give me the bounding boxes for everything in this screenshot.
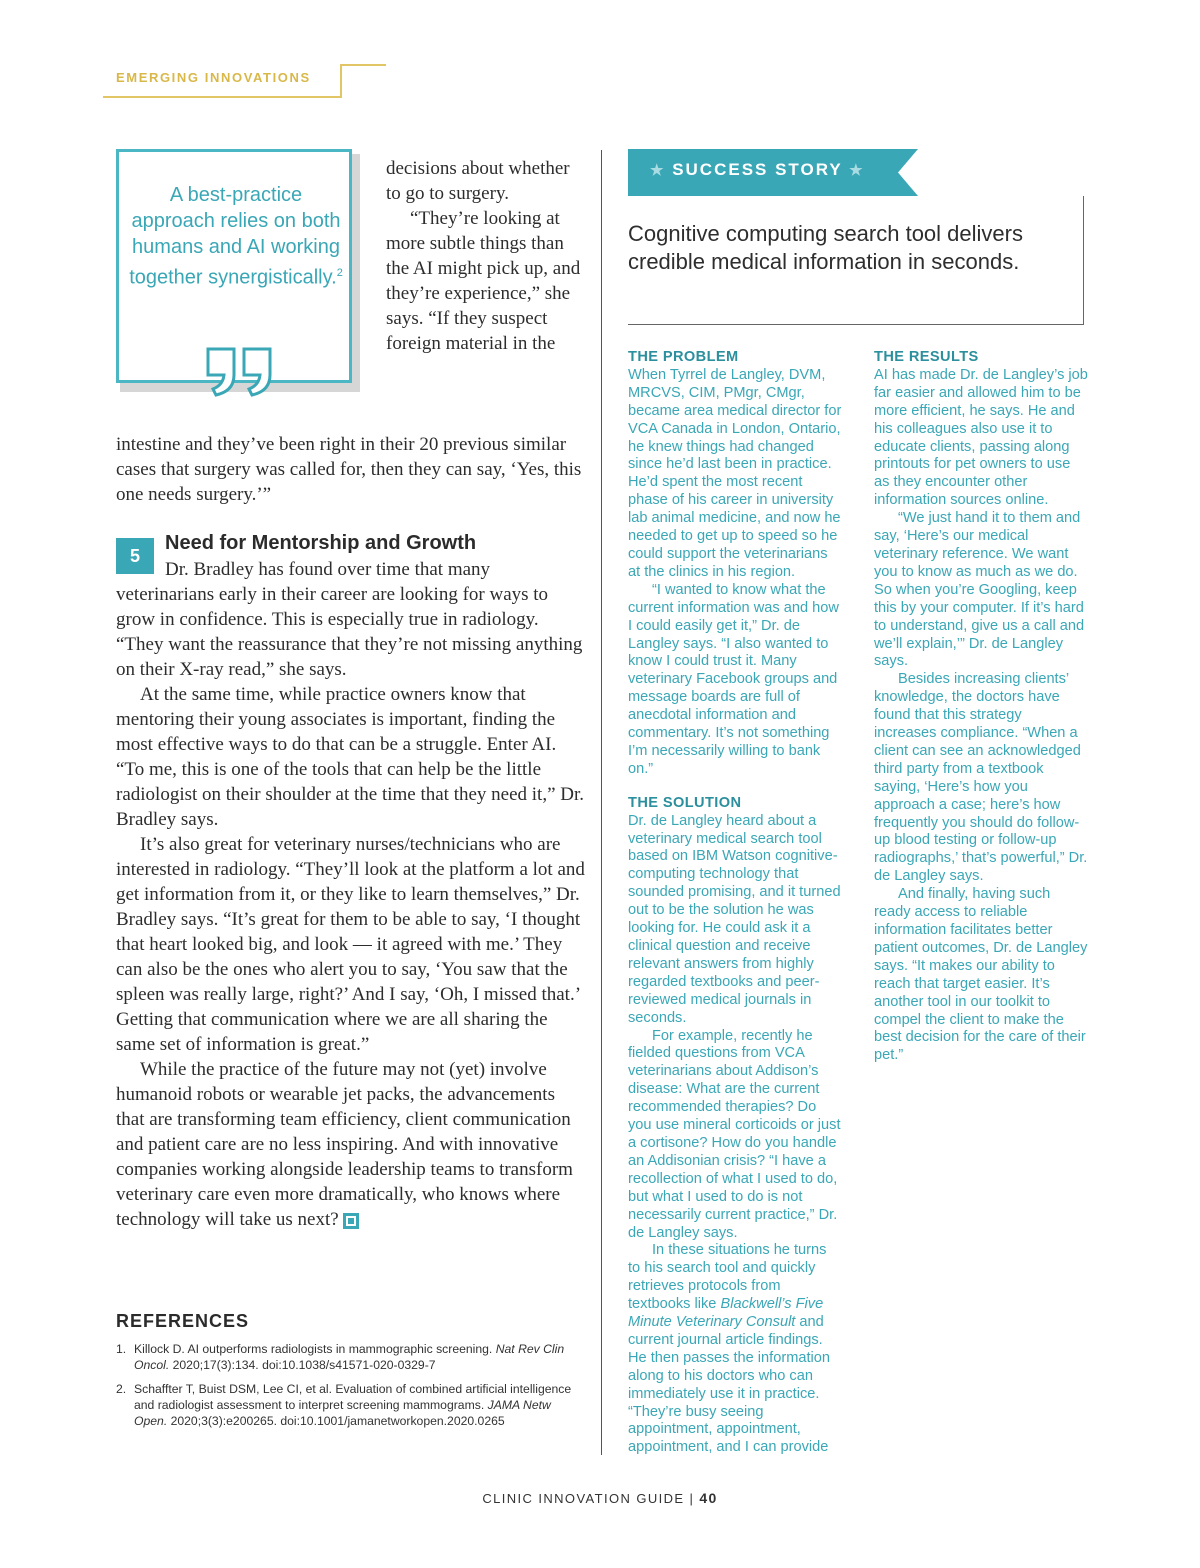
section-label: EMERGING INNOVATIONS — [116, 70, 311, 85]
story-title: Cognitive computing search tool delivers credible medical information in seconds. — [628, 221, 1023, 274]
star-icon: ★ — [650, 162, 666, 179]
wide-paragraph: intestine and they’ve been right in their 20 previous similar cases that surgery was called for, then they can say, ‘Yes, this one needs surgery.’” — [116, 434, 582, 505]
story-column-left — [628, 349, 842, 1458]
section-body — [116, 557, 586, 1232]
narrow-paragraph: “They’re looking at more subtle things than the AI might pick up, and they’re experience,” she says. “If they suspect foreign material in the — [386, 208, 581, 354]
story-paragraph: In these situations he turns to his search tool and quickly retrieves protocols from textbooks like Blackwell’s Five Minute Veterinary Consult and current journal article findings. He then passes the information along to his doctors who can immediately use it in practice. “They’re busy seeing appointment, appointment, appointment, and I can provide — [628, 1242, 830, 1456]
problem-heading: THE PROBLEM — [628, 349, 739, 365]
section-paragraph: While the practice of the future may not (yet) involve humanoid robots or wearable jet packs, the advancements that are transforming team efficiency, client communication and patient care are no less inspiring. And with innovative companies working alongside leadership teams to transform veterinary care even more dramatically, who knows where technology will take us next? — [116, 1059, 573, 1230]
reference-item: 1. Killock D. AI outperforms radiologists in mammographic screening. Nat Rev Clin Oncol. 2020;17(3):134. doi:10.1038/s41571-020-0329-7 — [116, 1342, 565, 1372]
pull-quote-text: A best-practice approach relies on both humans and AI working together synergistically.$^2$ — [129, 184, 343, 289]
references-title: REFERENCES — [116, 1311, 250, 1331]
references-list — [116, 1341, 576, 1437]
story-paragraph: Besides increasing clients’ knowledge, the doctors have found that this strategy increases compliance. “When a client can see an acknowledged third party from a textbook saying, ‘Here’s how you approach a case; here’s how frequently you should do follow-up blood testing or follow-up radiographs,’ that’s powerful,” Dr. de Langley says. — [874, 671, 1088, 885]
page-number: 40 — [699, 1490, 718, 1506]
title-frame-horizontal — [628, 324, 1084, 325]
story-paragraph: When Tyrrel de Langley, DVM, MRCVS, CIM, PMgr, CMgr, became area medical director for VCA Canada in London, Ontario, he knew things had changed since he’d last been in practice. He’d spent the most recent phase of his career in university lab animal medicine, and now he needed to get up to speed so he could support the veterinarians at the clinics in his region. — [628, 366, 842, 580]
pull-quote-ref: 2 — [336, 267, 343, 279]
star-icon: ★ — [849, 162, 865, 179]
story-paragraph: For example, recently he fielded questions from VCA veterinarians about Addison’s disease: What are the current recommended therapies? Do you use mineral corticoids or just a cortisone? How do you handle an Addisonian crisis? “I have a recollection of what I used to do, but what I used to do is not necessarily current practice,” Dr. de Langley says. — [628, 1027, 841, 1241]
banner-label: ★ SUCCESS STORY ★ — [650, 160, 865, 179]
story-paragraph: And finally, having such ready access to reliable information facilitates better patient outcomes, Dr. de Langley says. “It makes our ability to reach that target easier. It’s another tool in our toolkit to compel the client to make the best decision for the care of their pet.” — [874, 886, 1088, 1064]
page-footer — [0, 1490, 1200, 1506]
narrow-text-block — [386, 156, 586, 356]
footer-title: CLINIC INNOVATION GUIDE — [482, 1491, 685, 1506]
section-number-badge: 5 — [116, 538, 154, 574]
quote-mark-icon — [200, 345, 278, 397]
header-rule — [103, 96, 341, 98]
reference-item: 2. Schaffter T, Buist DSM, Lee CI, et al. Evaluation of combined artificial intelligence and radiologist assessment to interpret screening mammograms. JAMA Netw Open. 2020;3(3):e200265. doi:10.1001/jamanetworkopen.2020.0265 — [116, 1382, 572, 1428]
story-paragraph: “We just hand it to them and say, ‘Here’s our medical veterinary reference. We want you to know as much as we do. So when you’re Googling, keep this by your computer. If it’s hard to understand, give us a call and we’ll explain,’” Dr. de Langley says. — [874, 510, 1085, 670]
column-divider — [601, 150, 602, 1455]
results-heading: THE RESULTS — [874, 349, 979, 365]
header-rule-top — [340, 64, 386, 66]
footer-separator: | — [689, 1491, 695, 1506]
section-paragraph: At the same time, while practice owners know that mentoring their young associates is important, finding the most effective ways to do that can be a struggle. Enter AI. “To me, this is one of the tools that can help be the little radiologist on their shoulder at the time that they need it,” Dr. Bradley says. — [116, 684, 585, 830]
header-rule-vertical — [340, 64, 342, 98]
solution-heading: THE SOLUTION — [628, 794, 742, 811]
section-paragraph: It’s also great for veterinary nurses/technicians who are interested in radiology. “They’ll look at the platform a lot and get information from it, or they like to learn themselves,” Dr. Bradley says. “It’s great for them to be able to say, ‘I thought that heart looked big, and look — it agreed with me.’ They can also be the ones who alert you to say, ‘You saw that the spleen was really large, right?’ And I say, ‘Oh, I missed that.’ Getting that communication where we are all sharing the same set of information is great.” — [116, 834, 585, 1055]
story-paragraph: Dr. de Langley heard about a veterinary medical search tool based on IBM Watson cognitive-computing technology that sounded promising, and it turned out to be the solution he was looking for. He could ask it a clinical question and receive relevant answers from highly regarded textbooks and peer-reviewed medical journals in seconds. — [628, 812, 841, 1026]
title-frame-vertical — [1083, 196, 1084, 324]
end-mark-icon — [343, 1213, 359, 1229]
story-paragraph: AI has made Dr. de Langley’s job far easier and allowed him to be more efficient, he says. He and his colleagues also use it to educate clients, passing along printouts for pet owners to use as they encounter other information sources online. — [874, 366, 1088, 509]
narrow-paragraph: decisions about whether to go to surgery. — [386, 158, 570, 204]
story-column-right — [874, 349, 1088, 1065]
section-heading: Need for Mentorship and Growth — [165, 532, 477, 554]
section-paragraph: Dr. Bradley has found over time that many veterinarians early in their career are looking for ways to grow in confidence. This is especially true in radiology. “They want the reassurance that they’re not missing anything on their X-ray read,” she says. — [116, 559, 583, 680]
story-paragraph: “I wanted to know what the current information was and how I could easily get it,” Dr. de Langley says. “I also wanted to know I could trust it. Many veterinary Facebook groups and message boards are full of anecdotal information and commentary. It’s not something I’m necessarily willing to bank on.” — [628, 581, 839, 777]
